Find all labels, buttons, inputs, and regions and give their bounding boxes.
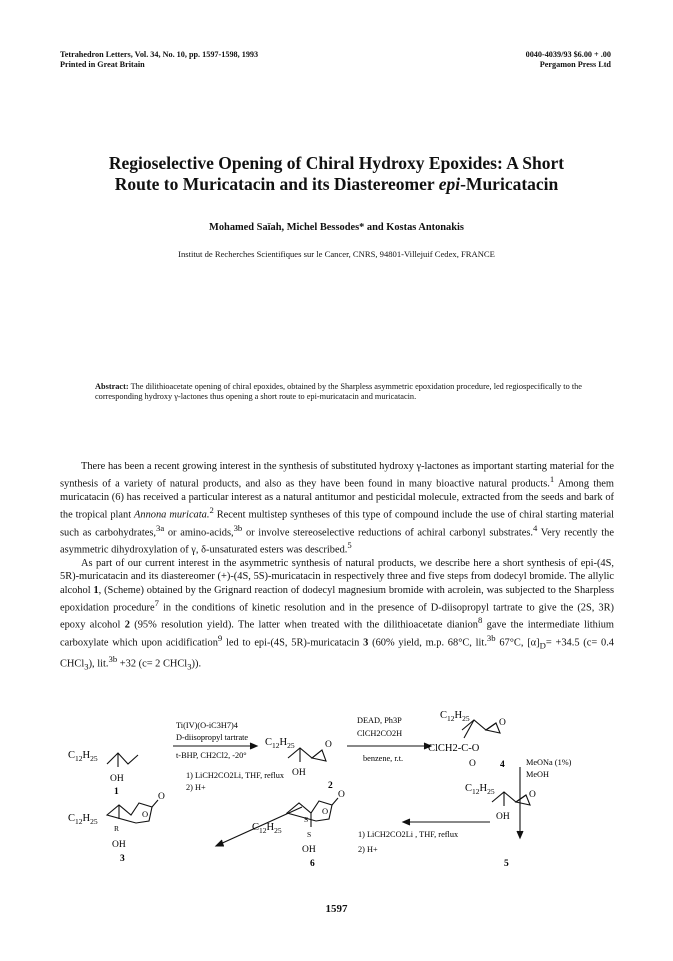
plant-name: Annona muricata.: [134, 509, 210, 521]
reagent-1-line1: Ti(IV)(O-iC3H7)4: [176, 721, 238, 730]
stereo-s-6b: S: [307, 830, 312, 839]
compound-number-4: 4: [500, 760, 505, 770]
publisher-code: [526, 50, 611, 70]
ester-group: ClCH2-C-O: [428, 743, 480, 754]
reagent-2-line3: benzene, r.t.: [363, 754, 404, 763]
epoxide-o-2: O: [325, 740, 332, 750]
oh-label-1: OH: [110, 774, 124, 784]
reagent-3-line2: 2) H+: [186, 783, 206, 792]
allyl-bonds: [107, 753, 138, 764]
body-text: [60, 460, 614, 674]
stereo-s-6a: S: [304, 815, 309, 824]
oh-label-5: OH: [496, 812, 510, 822]
page-number: 1597: [325, 903, 348, 915]
journal-line: Tetrahedron Letters, Vol. 34, No. 10, pp. 1597-1598, 1993: [60, 50, 259, 59]
abstract-label: Abstract:: [95, 382, 129, 391]
reagent-2-line2: ClCH2CO2H: [357, 729, 403, 738]
c12-group-1: $C_{12}H_{25}$: [68, 750, 98, 763]
reagent-3-line1: 1) LiCH2CO2Li, THF, reflux: [186, 771, 285, 780]
reagent-2-line1: DEAD, Ph3P: [357, 716, 402, 725]
authors: Mohamed Saïah, Michel Bessodes* and Kostas Antonakis: [209, 222, 464, 233]
c12-group-2: $C_{12}H_{25}$: [265, 737, 295, 750]
c12-group-4: $C_{12}H_{25}$: [440, 710, 470, 723]
publisher-name: Pergamon Press Ltd: [539, 60, 611, 69]
oh-label-6: OH: [302, 845, 316, 855]
compound-number-3: 3: [120, 854, 125, 864]
carbonyl-o-3: O: [158, 792, 165, 802]
title-line-2: [60, 174, 613, 195]
ring-o-6: O: [322, 806, 329, 816]
title-text: Route to Muricatacin and its Diastereomer: [114, 174, 439, 194]
paper-title: [60, 153, 613, 195]
title-italic: epi: [438, 174, 461, 194]
reagent-4-line2: MeOH: [526, 770, 550, 779]
reagent-1-line3: t-BHP, CH2Cl2, -20°: [176, 751, 247, 760]
c12-group-6: $C_{12}H_{25}$: [252, 822, 282, 835]
oh-label-3: OH: [112, 840, 126, 850]
carbonyl-o-6: O: [338, 790, 345, 800]
reagent-5-line2: 2) H+: [358, 845, 378, 854]
epoxide-chain-5: [492, 792, 526, 802]
stereo-r-3: R: [114, 824, 120, 833]
epoxide-o-4: O: [499, 718, 506, 728]
abstract: [95, 382, 582, 403]
reagent-1-line2: D-diisopropyl tartrate: [176, 733, 249, 742]
epoxide-o-5: O: [529, 790, 536, 800]
affiliation: Institut de Recherches Scientifiques sur le Cancer, CNRS, 94801-Villejuif Cedex, FRANCE: [178, 249, 495, 259]
abstract-text: The dilithioacetate opening of chiral epoxides, obtained by the Sharpless asymmetric epoxidation procedure, led regiospecifically to the corresponding hydroxy γ-lactones thus opening a short route to epi-muricatacin and muricatacin.: [95, 382, 582, 402]
c12-group-3: $C_{12}H_{25}$: [68, 813, 98, 826]
paragraph-2: As part of our current interest in the asymmetric synthesis of natural products, we describe here a short synthesis of epi-(4S, 5R)-muricatacin and its diastereomer (+)-(4S, 5S)-muricatacin in respectively three and five steps from dodecyl bromide. The allylic alcohol 1, (Scheme) obtained by the Grignard reaction of dodecyl magnesium bromide with acrolein, was subjected to the Sharpless epoxidation procedure$^7$ in the conditions of kinetic resolution and in the presence of D-diisopropyl tartrate to give the (2S, 3R) epoxy alcohol 2 (95% resolution yield). The latter when treated with the dilithioacetate dianion$^8$ gave the intermediate lithium carboxylate which upon acidification$^9$ led to epi-(4S, 5R)-muricatacin 3 (60% yield, m.p. 68°C, lit.$^{3b}$ 67°C, $[\alpha]_D= +34.5$ (c= 0.4 CHCl$_3$), lit.$^{3b}$ +32 (c= 2 CHCl$_3$)).: [60, 558, 615, 672]
compound-number-1: 1: [114, 787, 119, 797]
ester-carbonyl-o: O: [469, 759, 476, 769]
paragraph-1: There has been a recent growing interest in the synthesis of substituted hydroxy γ-lactones as important starting material for the synthesis of a variety of natural products, and also as they have been found in many bioactive natural products.$^1$ Among them muricatacin (6) has received a particular interest as a natural antitumor and pesticidal molecule, extracted from the seeds and bark of the tropical plant Annona muricata.$^2$ Recent multistep syntheses of this type of compound include the use of chiral starting material such as carbohydrates,$^{3a}$ or amino-acids,$^{3b}$ or involve stereoselective reductions of achiral carbonyl substrates.$^4$ Very recently the asymmetric dihydroxylation of γ, δ-unsaturated esters was described.$^5$: [60, 461, 614, 556]
reagent-4-line1: MeONa (1%): [526, 758, 572, 767]
title-text-end: -Muricatacin: [460, 174, 559, 194]
ref: 1: [549, 474, 555, 485]
oh-label-2: OH: [292, 768, 306, 778]
journal-citation: [60, 50, 258, 70]
price-code: 0040-4039/93 $6.00 + .00: [525, 50, 611, 59]
reagent-5-line1: 1) LiCH2CO2Li , THF, reflux: [358, 830, 459, 839]
title-line-1: Regioselective Opening of Chiral Hydroxy Epoxides: A Short: [108, 153, 565, 173]
compound-number-5: 5: [504, 859, 509, 869]
ring-o-3: O: [142, 809, 149, 819]
reaction-scheme: [60, 695, 620, 910]
compound-number-6: 6: [310, 859, 315, 869]
epoxide-ring-2: [312, 750, 326, 761]
printed-line: Printed in Great Britain: [60, 60, 145, 69]
c12-group-5: $C_{12}H_{25}$: [465, 783, 495, 796]
compound-number-2: 2: [328, 781, 333, 791]
